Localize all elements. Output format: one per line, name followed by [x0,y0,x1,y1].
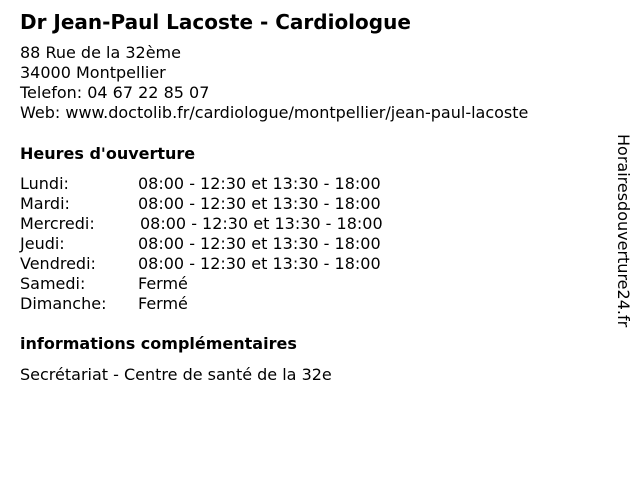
day-label: Vendredi: [20,254,96,273]
time-value: 08:00 - 12:30 et 13:30 - 18:00 [138,254,381,273]
time-value: 08:00 - 12:30 et 13:30 - 18:00 [140,214,383,233]
phone-number: Telefon: 04 67 22 85 07 [20,83,210,102]
additional-info-text: Secrétariat - Centre de santé de la 32e [20,365,332,384]
time-value: Fermé [138,274,188,293]
day-label: Samedi: [20,274,86,293]
time-value: 08:00 - 12:30 et 13:30 - 18:00 [138,234,381,253]
day-label: Lundi: [20,174,69,193]
day-label: Mercredi: [20,214,95,233]
city-address: 34000 Montpellier [20,63,166,82]
opening-hours-heading: Heures d'ouverture [20,144,196,163]
time-value: Fermé [138,294,188,313]
address-block [20,43,528,123]
page-title: Dr Jean-Paul Lacoste - Cardiologue [20,10,411,34]
time-value: 08:00 - 12:30 et 13:30 - 18:00 [138,194,381,213]
street-address: 88 Rue de la 32ème [20,43,181,62]
time-value: 08:00 - 12:30 et 13:30 - 18:00 [138,174,381,193]
day-label: Dimanche: [20,294,107,313]
day-label: Mardi: [20,194,70,213]
day-label: Jeudi: [20,234,65,253]
website-link[interactable]: Web: www.doctolib.fr/cardiologue/montpellier/jean-paul-lacoste [20,103,529,122]
site-watermark: Horairesdouverture24.fr [614,134,633,328]
additional-info-heading: informations complémentaires [20,334,297,353]
